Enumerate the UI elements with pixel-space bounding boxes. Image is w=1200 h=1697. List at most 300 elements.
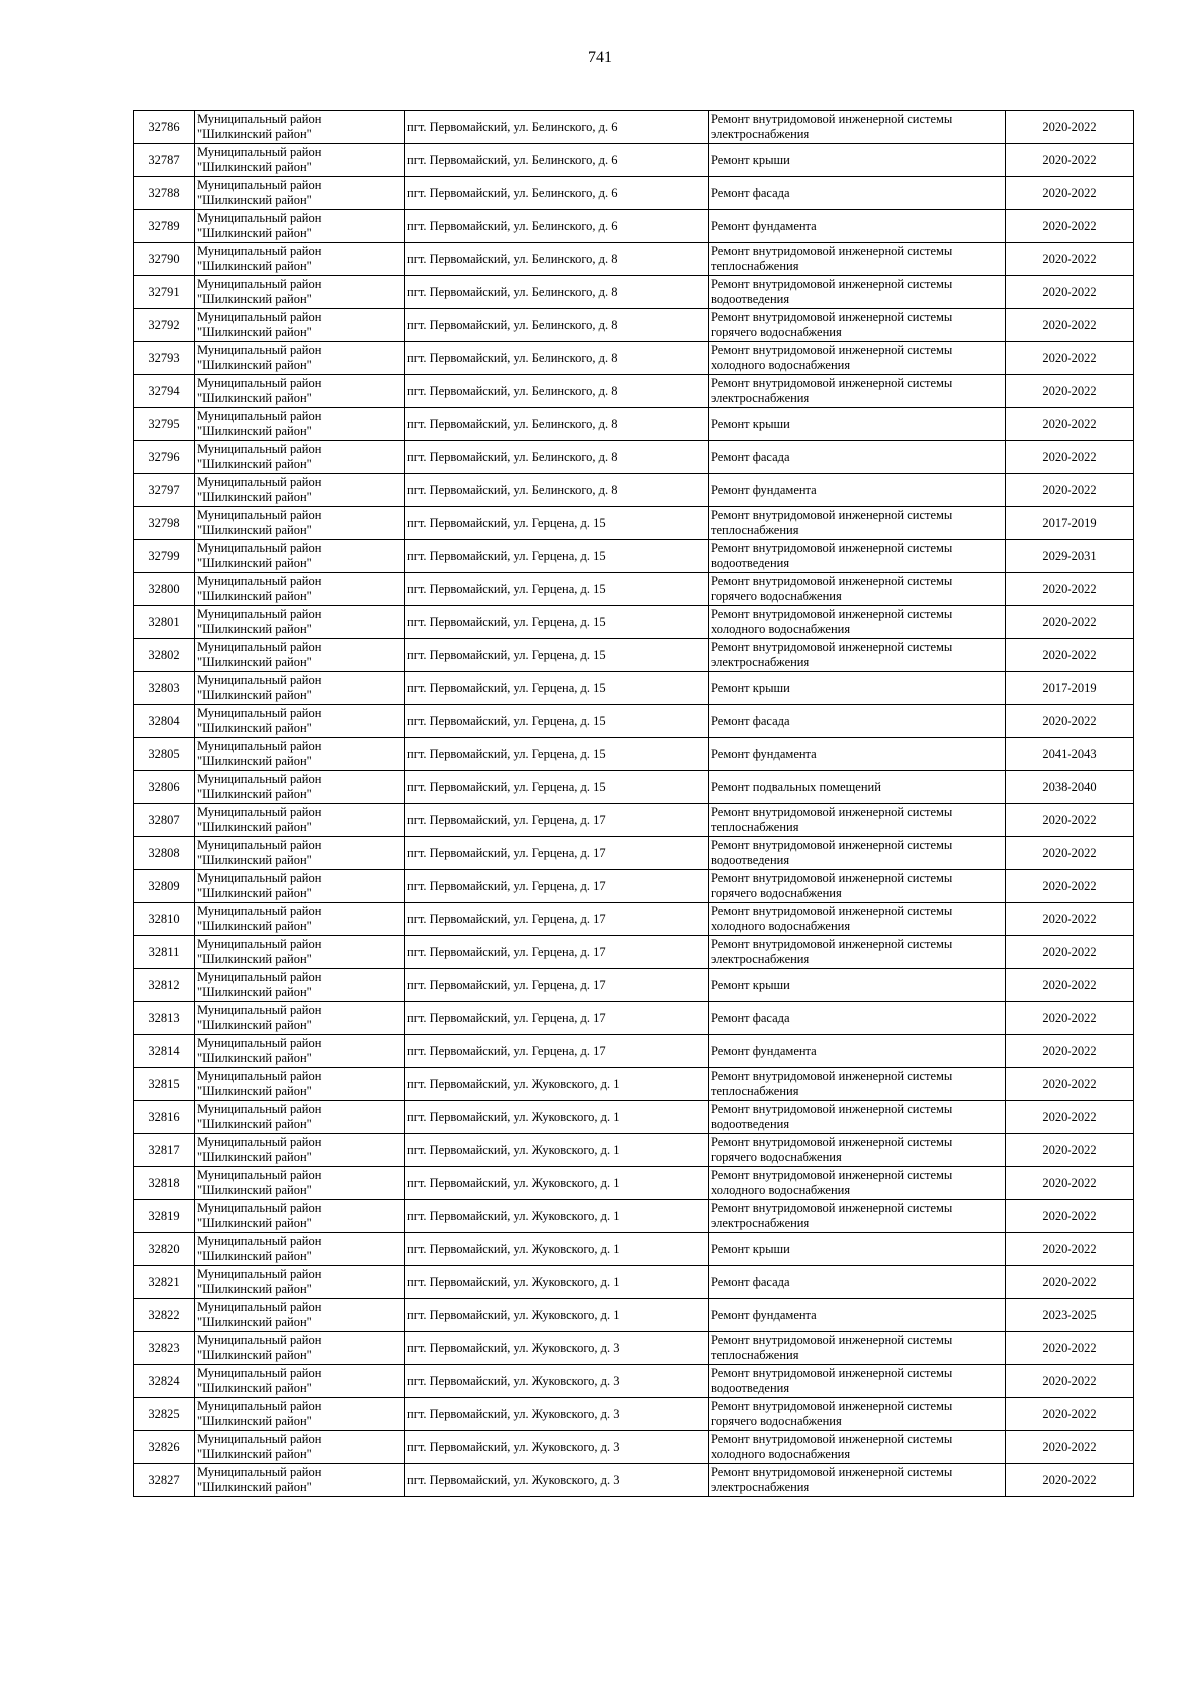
municipality-line: "Шилкинский район" [197,424,312,438]
address-cell: пгт. Первомайский, ул. Жуковского, д. 1 [405,1200,709,1233]
municipality-line: Муниципальный район [197,1135,322,1149]
row-number-cell: 32786 [134,111,195,144]
row-number-cell: 32811 [134,936,195,969]
work-type-cell [709,144,1006,177]
municipality-line: Муниципальный район [197,904,322,918]
work-type-cell [709,1200,1006,1233]
row-number-cell: 32804 [134,705,195,738]
municipality-cell [195,1035,405,1068]
municipality-cell [195,1398,405,1431]
municipality-line: Муниципальный район [197,376,322,390]
work-type-cell [709,1134,1006,1167]
work-type-line: Ремонт внутридомовой инженерной системы [711,1432,953,1446]
work-type-line: электроснабжения [711,1480,810,1494]
row-number-cell: 32795 [134,408,195,441]
table-row [134,1134,1134,1167]
municipality-cell [195,342,405,375]
work-type-line: горячего водоснабжения [711,589,842,603]
municipality-line: Муниципальный район [197,1234,322,1248]
municipality-cell [195,1365,405,1398]
work-type-line: холодного водоснабжения [711,358,851,372]
municipality-line: "Шилкинский район" [197,1480,312,1494]
table-row [134,1266,1134,1299]
address-cell: пгт. Первомайский, ул. Герцена, д. 17 [405,870,709,903]
municipality-line: "Шилкинский район" [197,1150,312,1164]
period-cell: 2020-2022 [1006,870,1134,903]
work-type-cell [709,375,1006,408]
table-row [134,606,1134,639]
address-cell: пгт. Первомайский, ул. Герцена, д. 15 [405,639,709,672]
address-cell: пгт. Первомайский, ул. Жуковского, д. 3 [405,1398,709,1431]
work-type-line: Ремонт фасада [711,1010,790,1025]
period-cell: 2023-2025 [1006,1299,1134,1332]
address-cell: пгт. Первомайский, ул. Герцена, д. 15 [405,573,709,606]
municipality-line: "Шилкинский район" [197,820,312,834]
municipality-cell [195,969,405,1002]
period-cell: 2020-2022 [1006,1431,1134,1464]
municipality-line: Муниципальный район [197,1333,322,1347]
municipality-cell [195,738,405,771]
municipality-line: "Шилкинский район" [197,1216,312,1230]
municipality-line: "Шилкинский район" [197,1018,312,1032]
work-type-cell [709,606,1006,639]
row-number-cell: 32809 [134,870,195,903]
address-cell: пгт. Первомайский, ул. Герцена, д. 17 [405,969,709,1002]
municipality-cell [195,177,405,210]
period-cell: 2020-2022 [1006,1002,1134,1035]
work-type-line: водоотведения [711,292,790,306]
address-cell: пгт. Первомайский, ул. Жуковского, д. 1 [405,1233,709,1266]
row-number-cell: 32789 [134,210,195,243]
municipality-line: "Шилкинский район" [197,754,312,768]
table-row [134,408,1134,441]
work-type-line: Ремонт внутридомовой инженерной системы [711,343,953,357]
period-cell: 2020-2022 [1006,144,1134,177]
row-number-cell: 32802 [134,639,195,672]
work-type-line: Ремонт внутридомовой инженерной системы [711,541,953,555]
period-cell: 2020-2022 [1006,1068,1134,1101]
work-type-line: Ремонт внутридомовой инженерной системы [711,1399,953,1413]
work-type-line: Ремонт фасада [711,185,790,200]
address-cell: пгт. Первомайский, ул. Жуковского, д. 1 [405,1266,709,1299]
work-type-line: водоотведения [711,556,790,570]
work-type-line: холодного водоснабжения [711,622,851,636]
work-type-line: электроснабжения [711,655,810,669]
row-number-cell: 32823 [134,1332,195,1365]
work-type-line: горячего водоснабжения [711,1414,842,1428]
row-number-cell: 32791 [134,276,195,309]
work-type-line: Ремонт внутридомовой инженерной системы [711,1465,953,1479]
table-row [134,1398,1134,1431]
period-cell: 2020-2022 [1006,1332,1134,1365]
work-type-cell [709,243,1006,276]
work-type-cell [709,1068,1006,1101]
municipality-cell [195,1167,405,1200]
row-number-cell: 32813 [134,1002,195,1035]
municipality-cell [195,705,405,738]
municipality-cell [195,837,405,870]
municipality-line: "Шилкинский район" [197,490,312,504]
municipality-cell [195,540,405,573]
municipality-cell [195,1299,405,1332]
municipality-cell [195,441,405,474]
row-number-cell: 32798 [134,507,195,540]
municipality-line: "Шилкинский район" [197,292,312,306]
row-number-cell: 32810 [134,903,195,936]
municipality-line: "Шилкинский район" [197,787,312,801]
municipality-line: Муниципальный район [197,1399,322,1413]
row-number-cell: 32808 [134,837,195,870]
address-cell: пгт. Первомайский, ул. Жуковского, д. 1 [405,1299,709,1332]
municipality-cell [195,243,405,276]
address-cell: пгт. Первомайский, ул. Белинского, д. 8 [405,243,709,276]
period-cell: 2038-2040 [1006,771,1134,804]
work-type-line: Ремонт фундамента [711,1043,817,1058]
work-type-line: водоотведения [711,853,790,867]
work-type-cell [709,1365,1006,1398]
registry-table-body [134,111,1134,1497]
municipality-cell [195,276,405,309]
row-number-cell: 32803 [134,672,195,705]
row-number-cell: 32805 [134,738,195,771]
municipality-line: Муниципальный район [197,211,322,225]
municipality-line: "Шилкинский район" [197,523,312,537]
work-type-line: Ремонт внутридомовой инженерной системы [711,1366,953,1380]
work-type-line: Ремонт внутридомовой инженерной системы [711,1069,953,1083]
work-type-line: горячего водоснабжения [711,1150,842,1164]
table-row [134,1332,1134,1365]
table-row [134,1464,1134,1497]
municipality-cell [195,804,405,837]
address-cell: пгт. Первомайский, ул. Белинского, д. 8 [405,309,709,342]
period-cell: 2020-2022 [1006,1233,1134,1266]
period-cell: 2020-2022 [1006,1167,1134,1200]
work-type-line: Ремонт внутридомовой инженерной системы [711,607,953,621]
table-row [134,837,1134,870]
municipality-line: Муниципальный район [197,475,322,489]
municipality-line: "Шилкинский район" [197,622,312,636]
row-number-cell: 32818 [134,1167,195,1200]
address-cell: пгт. Первомайский, ул. Герцена, д. 15 [405,540,709,573]
period-cell: 2020-2022 [1006,1464,1134,1497]
period-cell: 2020-2022 [1006,573,1134,606]
municipality-line: Муниципальный район [197,1432,322,1446]
municipality-line: Муниципальный район [197,871,322,885]
period-cell: 2020-2022 [1006,342,1134,375]
municipality-line: Муниципальный район [197,739,322,753]
work-type-cell [709,705,1006,738]
work-type-line: Ремонт крыши [711,152,790,167]
work-type-line: Ремонт фундамента [711,482,817,497]
work-type-line: водоотведения [711,1117,790,1131]
row-number-cell: 32800 [134,573,195,606]
address-cell: пгт. Первомайский, ул. Белинского, д. 8 [405,441,709,474]
table-row [134,276,1134,309]
work-type-cell [709,111,1006,144]
table-row [134,342,1134,375]
work-type-line: Ремонт внутридомовой инженерной системы [711,1135,953,1149]
municipality-line: Муниципальный район [197,310,322,324]
address-cell: пгт. Первомайский, ул. Белинского, д. 8 [405,408,709,441]
municipality-line: "Шилкинский район" [197,985,312,999]
address-cell: пгт. Первомайский, ул. Белинского, д. 8 [405,375,709,408]
municipality-line: "Шилкинский район" [197,1447,312,1461]
table-row [134,309,1134,342]
table-row [134,1431,1134,1464]
row-number-cell: 32824 [134,1365,195,1398]
period-cell: 2020-2022 [1006,837,1134,870]
period-cell: 2020-2022 [1006,375,1134,408]
municipality-line: "Шилкинский район" [197,1315,312,1329]
work-type-line: теплоснабжения [711,1084,799,1098]
municipality-cell [195,111,405,144]
municipality-line: "Шилкинский район" [197,127,312,141]
work-type-cell [709,639,1006,672]
municipality-line: Муниципальный район [197,1069,322,1083]
municipality-line: "Шилкинский район" [197,325,312,339]
address-cell: пгт. Первомайский, ул. Белинского, д. 6 [405,111,709,144]
municipality-line: Муниципальный район [197,112,322,126]
municipality-line: Муниципальный район [197,442,322,456]
row-number-cell: 32806 [134,771,195,804]
municipality-line: Муниципальный район [197,1168,322,1182]
row-number-cell: 32801 [134,606,195,639]
work-type-line: Ремонт внутридомовой инженерной системы [711,376,953,390]
table-row [134,375,1134,408]
work-type-line: Ремонт фасада [711,713,790,728]
municipality-cell [195,1332,405,1365]
work-type-cell [709,1398,1006,1431]
row-number-cell: 32822 [134,1299,195,1332]
address-cell: пгт. Первомайский, ул. Герцена, д. 17 [405,1002,709,1035]
period-cell: 2020-2022 [1006,606,1134,639]
municipality-cell [195,1101,405,1134]
page-number: 741 [588,49,612,66]
work-type-line: теплоснабжения [711,820,799,834]
period-cell: 2020-2022 [1006,1200,1134,1233]
municipality-line: Муниципальный район [197,343,322,357]
row-number-cell: 32794 [134,375,195,408]
period-cell: 2020-2022 [1006,1365,1134,1398]
period-cell: 2020-2022 [1006,1101,1134,1134]
work-type-line: Ремонт подвальных помещений [711,779,881,794]
work-type-cell [709,1101,1006,1134]
row-number-cell: 32812 [134,969,195,1002]
address-cell: пгт. Первомайский, ул. Жуковского, д. 3 [405,1332,709,1365]
work-type-cell [709,1299,1006,1332]
row-number-cell: 32827 [134,1464,195,1497]
work-type-line: Ремонт крыши [711,1241,790,1256]
municipality-cell [195,210,405,243]
work-type-line: Ремонт внутридомовой инженерной системы [711,1201,953,1215]
table-row [134,738,1134,771]
period-cell: 2020-2022 [1006,474,1134,507]
row-number-cell: 32825 [134,1398,195,1431]
work-type-cell [709,1233,1006,1266]
municipality-cell [195,903,405,936]
address-cell: пгт. Первомайский, ул. Герцена, д. 17 [405,1035,709,1068]
table-row [134,969,1134,1002]
municipality-cell [195,936,405,969]
municipality-line: "Шилкинский район" [197,853,312,867]
municipality-cell [195,639,405,672]
municipality-cell [195,507,405,540]
period-cell: 2020-2022 [1006,408,1134,441]
municipality-cell [195,1134,405,1167]
work-type-cell [709,342,1006,375]
table-row [134,441,1134,474]
period-cell: 2020-2022 [1006,210,1134,243]
address-cell: пгт. Первомайский, ул. Жуковского, д. 1 [405,1134,709,1167]
municipality-line: Муниципальный район [197,838,322,852]
row-number-cell: 32820 [134,1233,195,1266]
work-type-cell [709,1431,1006,1464]
municipality-cell [195,144,405,177]
table-row [134,1299,1134,1332]
work-type-cell [709,1266,1006,1299]
municipality-line: "Шилкинский район" [197,1348,312,1362]
municipality-line: "Шилкинский район" [197,556,312,570]
address-cell: пгт. Первомайский, ул. Герцена, д. 17 [405,936,709,969]
municipality-cell [195,606,405,639]
table-row [134,804,1134,837]
work-type-cell [709,870,1006,903]
row-number-cell: 32792 [134,309,195,342]
municipality-line: "Шилкинский район" [197,919,312,933]
address-cell: пгт. Первомайский, ул. Белинского, д. 6 [405,177,709,210]
municipality-line: "Шилкинский район" [197,1084,312,1098]
work-type-line: Ремонт крыши [711,977,790,992]
address-cell: пгт. Первомайский, ул. Жуковского, д. 1 [405,1068,709,1101]
municipality-line: Муниципальный район [197,640,322,654]
address-cell: пгт. Первомайский, ул. Жуковского, д. 3 [405,1365,709,1398]
work-type-line: Ремонт внутридомовой инженерной системы [711,937,953,951]
work-type-cell [709,474,1006,507]
work-type-line: теплоснабжения [711,523,799,537]
municipality-line: "Шилкинский район" [197,226,312,240]
work-type-cell [709,738,1006,771]
table-row [134,1068,1134,1101]
work-type-line: Ремонт внутридомовой инженерной системы [711,277,953,291]
table-row [134,870,1134,903]
table-row [134,1002,1134,1035]
row-number-cell: 32816 [134,1101,195,1134]
period-cell: 2020-2022 [1006,1134,1134,1167]
table-row [134,573,1134,606]
municipality-cell [195,1431,405,1464]
address-cell: пгт. Первомайский, ул. Белинского, д. 8 [405,342,709,375]
address-cell: пгт. Первомайский, ул. Белинского, д. 8 [405,474,709,507]
table-row [134,771,1134,804]
address-cell: пгт. Первомайский, ул. Жуковского, д. 1 [405,1167,709,1200]
row-number-cell: 32815 [134,1068,195,1101]
table-row [134,903,1134,936]
period-cell: 2020-2022 [1006,276,1134,309]
table-row [134,705,1134,738]
address-cell: пгт. Первомайский, ул. Герцена, д. 17 [405,804,709,837]
municipality-cell [195,573,405,606]
work-type-cell [709,1167,1006,1200]
address-cell: пгт. Первомайский, ул. Герцена, д. 15 [405,771,709,804]
municipality-line: Муниципальный район [197,508,322,522]
work-type-line: холодного водоснабжения [711,1447,851,1461]
municipality-line: "Шилкинский район" [197,589,312,603]
work-type-cell [709,408,1006,441]
municipality-line: "Шилкинский район" [197,1183,312,1197]
work-type-line: теплоснабжения [711,259,799,273]
row-number-cell: 32788 [134,177,195,210]
work-type-line: Ремонт фасада [711,1274,790,1289]
work-type-cell [709,309,1006,342]
municipality-line: "Шилкинский район" [197,1381,312,1395]
municipality-line: Муниципальный район [197,1267,322,1281]
table-row [134,1233,1134,1266]
municipality-line: Муниципальный район [197,1465,322,1479]
work-type-line: Ремонт фундамента [711,746,817,761]
municipality-line: Муниципальный район [197,277,322,291]
municipality-cell [195,408,405,441]
table-row [134,1365,1134,1398]
table-row [134,144,1134,177]
municipality-cell [195,1233,405,1266]
period-cell: 2020-2022 [1006,639,1134,672]
period-cell: 2020-2022 [1006,903,1134,936]
municipality-line: Муниципальный район [197,1201,322,1215]
work-type-line: электроснабжения [711,391,810,405]
work-type-line: Ремонт крыши [711,416,790,431]
municipality-line: Муниципальный район [197,1366,322,1380]
period-cell: 2020-2022 [1006,309,1134,342]
address-cell: пгт. Первомайский, ул. Герцена, д. 15 [405,705,709,738]
table-row [134,111,1134,144]
table-row [134,243,1134,276]
work-type-line: Ремонт фундамента [711,1307,817,1322]
row-number-cell: 32819 [134,1200,195,1233]
municipality-cell [195,1266,405,1299]
period-cell: 2020-2022 [1006,1266,1134,1299]
registry-table [133,110,1134,1497]
address-cell: пгт. Первомайский, ул. Жуковского, д. 3 [405,1431,709,1464]
address-cell: пгт. Первомайский, ул. Герцена, д. 15 [405,672,709,705]
row-number-cell: 32814 [134,1035,195,1068]
work-type-cell [709,507,1006,540]
period-cell: 2017-2019 [1006,507,1134,540]
work-type-line: электроснабжения [711,952,810,966]
address-cell: пгт. Первомайский, ул. Белинского, д. 6 [405,210,709,243]
work-type-cell [709,1464,1006,1497]
municipality-line: "Шилкинский район" [197,391,312,405]
work-type-line: Ремонт внутридомовой инженерной системы [711,1168,953,1182]
municipality-line: "Шилкинский район" [197,457,312,471]
row-number-cell: 32799 [134,540,195,573]
municipality-line: Муниципальный район [197,805,322,819]
municipality-line: Муниципальный район [197,1036,322,1050]
work-type-cell [709,936,1006,969]
address-cell: пгт. Первомайский, ул. Герцена, д. 15 [405,606,709,639]
work-type-cell [709,573,1006,606]
municipality-line: Муниципальный район [197,178,322,192]
work-type-line: электроснабжения [711,1216,810,1230]
address-cell: пгт. Первомайский, ул. Герцена, д. 17 [405,903,709,936]
municipality-line: "Шилкинский район" [197,193,312,207]
period-cell: 2017-2019 [1006,672,1134,705]
municipality-line: Муниципальный район [197,541,322,555]
work-type-cell [709,276,1006,309]
address-cell: пгт. Первомайский, ул. Белинского, д. 8 [405,276,709,309]
work-type-cell [709,1332,1006,1365]
municipality-cell [195,1002,405,1035]
work-type-cell [709,441,1006,474]
